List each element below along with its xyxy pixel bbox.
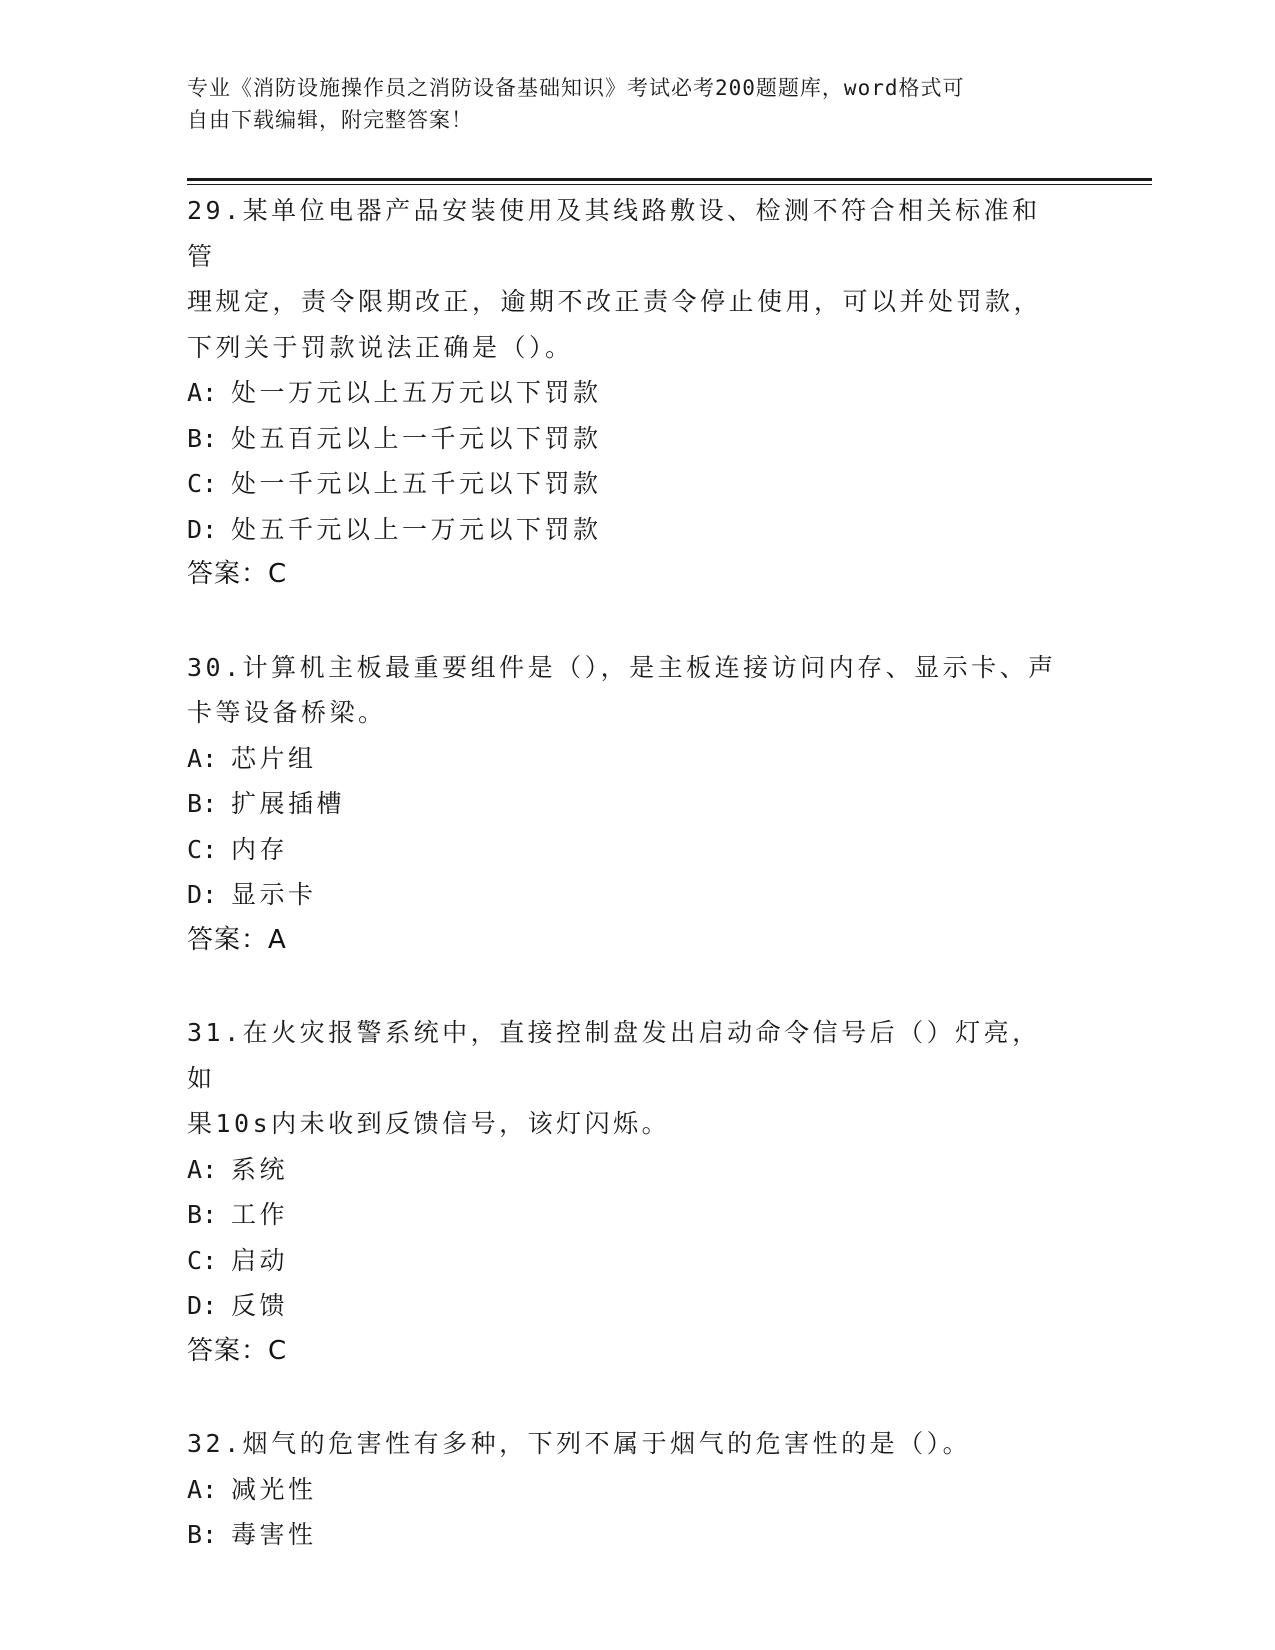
option-text: 芯片组 [231, 743, 317, 773]
option-text: 反馈 [231, 1291, 289, 1320]
question-spacer [187, 963, 1067, 1010]
option-letter: D: [187, 880, 218, 909]
question-29 [187, 188, 1067, 598]
document-header [187, 72, 1067, 136]
option-letter: A: [187, 1474, 218, 1504]
option-a [187, 1467, 1067, 1513]
answer-line: 答案：C [187, 559, 288, 589]
stem-line: 卡等设备桥梁。 [187, 698, 387, 727]
stem-line: 果10s内未收到反馈信号，该灯闪烁。 [187, 1109, 671, 1138]
option-b [187, 416, 1067, 462]
option-letter: B: [187, 789, 218, 818]
stem-line: 32.烟气的危害性有多种，下列不属于烟气的危害性的是（）。 [187, 1429, 972, 1458]
header-divider-thin [187, 184, 1152, 185]
option-text: 处一千元以上五千元以下罚款 [231, 469, 602, 498]
option-c [187, 827, 1067, 873]
question-spacer [187, 598, 1067, 645]
header-line-1: 专业《消防设施操作员之消防设备基础知识》考试必考200题题库，word格式可 [187, 76, 965, 100]
option-letter: C: [187, 1245, 218, 1275]
option-letter: C: [187, 834, 218, 864]
header-line-2: 自由下载编辑，附完整答案！ [187, 108, 473, 132]
option-a [187, 1147, 1067, 1193]
option-text: 处一万元以上五万元以下罚款 [231, 378, 602, 407]
option-d [187, 507, 1067, 553]
option-a [187, 736, 1067, 782]
question-stem [187, 1421, 1067, 1467]
option-letter: C: [187, 469, 218, 498]
option-a [187, 370, 1067, 416]
option-b [187, 1512, 1067, 1558]
stem-line: 29.某单位电器产品安装使用及其线路敷设、检测不符合相关标准和管 [187, 196, 1041, 271]
question-32 [187, 1421, 1067, 1558]
answer-line: 答案：C [187, 1335, 288, 1366]
header-divider-thick [187, 178, 1152, 181]
question-spacer [187, 1374, 1067, 1421]
question-30 [187, 645, 1067, 964]
option-text: 内存 [231, 834, 289, 864]
option-text: 毒害性 [231, 1520, 317, 1549]
option-letter: B: [187, 423, 218, 453]
option-c [187, 1238, 1067, 1284]
option-letter: B: [187, 1520, 218, 1549]
option-text: 启动 [231, 1245, 289, 1275]
option-text: 扩展插槽 [231, 789, 346, 818]
stem-line: 30.计算机主板最重要组件是（），是主板连接访问内存、显示卡、声 [187, 652, 1057, 682]
option-d [187, 872, 1067, 918]
option-letter: A: [187, 743, 218, 773]
option-text: 处五百元以上一千元以下罚款 [231, 423, 602, 453]
option-b [187, 1192, 1067, 1238]
option-c [187, 461, 1067, 507]
option-text: 显示卡 [231, 880, 317, 909]
question-stem [187, 1010, 1067, 1147]
question-31 [187, 1010, 1067, 1374]
option-text: 系统 [231, 1154, 289, 1184]
question-stem [187, 645, 1067, 736]
option-d [187, 1283, 1067, 1329]
option-letter: A: [187, 378, 218, 407]
answer-line: 答案：A [187, 924, 287, 955]
option-letter: D: [187, 514, 218, 544]
question-list [187, 188, 1067, 1558]
option-text: 工作 [231, 1200, 289, 1229]
option-letter: B: [187, 1200, 218, 1229]
option-letter: D: [187, 1291, 218, 1320]
option-letter: A: [187, 1154, 218, 1184]
option-text: 处五千元以上一万元以下罚款 [231, 514, 602, 544]
option-b [187, 781, 1067, 827]
stem-line: 理规定，责令限期改正，逾期不改正责令停止使用，可以并处罚款， [187, 287, 1043, 316]
option-text: 减光性 [231, 1474, 317, 1504]
stem-line: 下列关于罚款说法正确是（）。 [187, 332, 574, 362]
question-stem [187, 188, 1067, 370]
stem-line: 31.在火灾报警系统中，直接控制盘发出启动命令信号后（）灯亮，如 [187, 1018, 1041, 1093]
